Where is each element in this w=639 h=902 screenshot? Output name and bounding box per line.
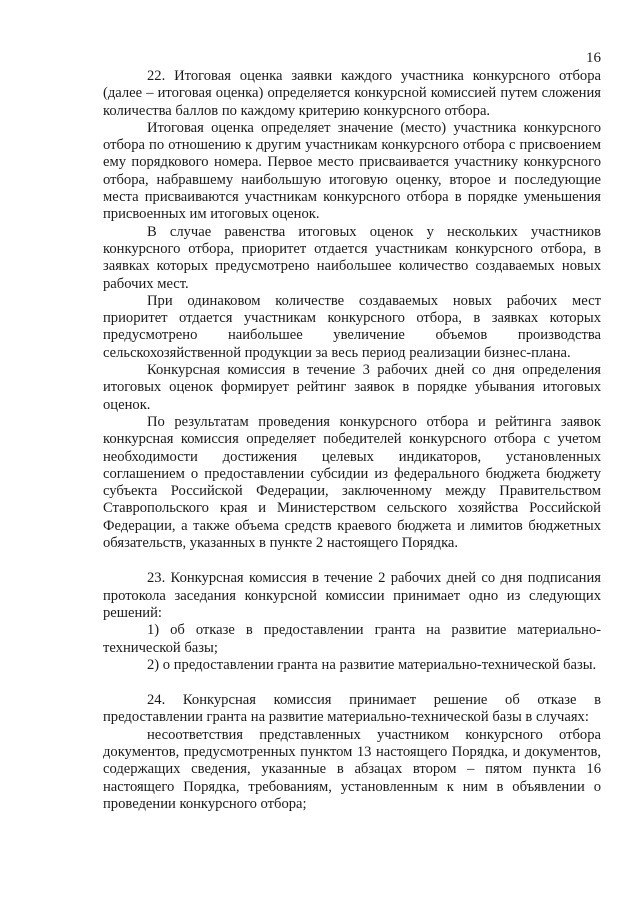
paragraph: Итоговая оценка определяет значение (место) участника конкурсного отбора по отношению к другим участникам конкурсного отбора с присвоением ему порядкового номера. Первое место присваивается участнику конкурсного отбора, набравшему наибольшую итоговую оценку, второе и последующие места присваиваются участникам конкурсного отбора в порядке уменьшения присвоенных им итоговых оценок. [103,119,601,223]
paragraph-24: 24. Конкурсная комиссия принимает решение об отказе в предоставлении гранта на развитие материально-технической базы в случаях: [103,692,601,726]
paragraph: По результатам проведения конкурсного отбора и рейтинга заявок конкурсная комиссия определяет победителей конкурсного отбора с учетом необходимости достижения целевых индикаторов, установленных соглашением о предоставлении субсидии из федерального бюджета бюджету субъекта Российской Федерации, заключенному между Правительством Ставропольского края и Министерством сельского хозяйства Российской Федерации, а также объема средств краевого бюджета и лимитов бюджетных обязательств, указанных в пункте 2 настоящего Порядка. [103,413,601,552]
page-number: 16 [586,50,601,66]
paragraph: несоответствия представленных участником конкурсного отбора документов, предусмотренных пунктом 13 настоящего Порядка, и документов, содержащих сведения, указанные в абзацах втором – пятом пункта 16 настоящего Порядка, требованиям, установленным к ним в объявлении о проведении конкурсного отбора; [103,726,601,812]
paragraph: Конкурсная комиссия в течение 3 рабочих дней со дня определения итоговых оценок формирует рейтинг заявок в порядке убывания итоговых оценок. [103,362,601,413]
document-body [103,68,601,813]
paragraph-23: 23. Конкурсная комиссия в течение 2 рабочих дней со дня подписания протокола заседания конкурсной комиссии принимает одно из следующих решений: [103,570,601,621]
list-item: 1) об отказе в предоставлении гранта на развитие материально-технической базы; [103,622,601,656]
paragraph: При одинаковом количестве создаваемых новых рабочих мест приоритет отдается участникам конкурсного отбора, в заявках которых предусмотрено наибольшее увеличение объемов производства сельскохозяйственной продукции за весь период реализации бизнес-плана. [103,292,601,361]
paragraph: В случае равенства итоговых оценок у нескольких участников конкурсного отбора, приоритет отдается участникам конкурсного отбора, в заявках которых предусмотрено наибольшее количество создаваемых новых рабочих мест. [103,223,601,292]
list-item: 2) о предоставлении гранта на развитие материально-технической базы. [147,656,597,673]
paragraph-22: 22. Итоговая оценка заявки каждого участника конкурсного отбора (далее – итоговая оценка) определяется конкурсной комиссией путем сложения количества баллов по каждому критерию конкурсного отбора. [103,68,601,119]
